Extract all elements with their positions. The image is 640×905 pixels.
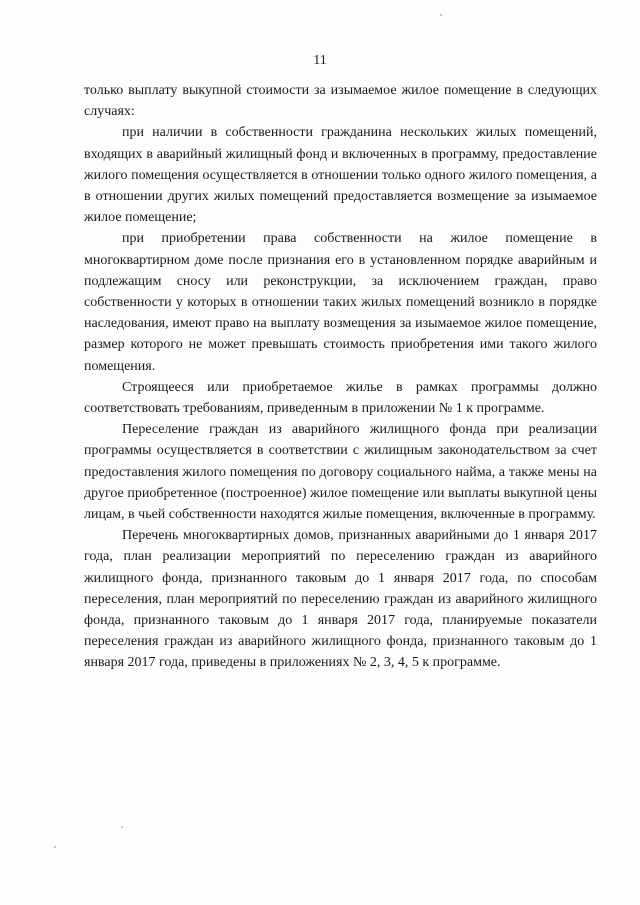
- paragraph-5: Переселение граждан из аварийного жилищного фонда при реализации программы осуществляется в соответствии с жилищным законодательством за счет предоставления жилого помещения по договору социального найма, а также мены на другое приобретенное (построенное) жилое помещение или выплаты выкупной цены лицам, в чьей собственности находятся жилые помещения, включенные в программу.: [84, 422, 597, 523]
- paragraph-3: при приобретении права собственности на жилое помещение в многоквартирном доме после признания его в установленном порядке аварийным и подлежащим сносу или реконструкции, за исключением граждан, право собственности у которых в отношении таких жилых помещений возникло в порядке наследования, имеют право на выплату возмещения за изымаемое жилое помещение, размер которого не может превышать стоимость приобретения ими такого жилого помещения.: [84, 231, 597, 374]
- scan-speck: [440, 14, 442, 16]
- scan-speck: [121, 826, 123, 828]
- paragraph-2: при наличии в собственности гражданина нескольких жилых помещений, входящих в аварийный жилищный фонд и включенных в программу, предоставление жилого помещения осуществляется в отношении только одного жилого помещения, а в отношении других жилых помещений предоставляется возмещение за изымаемое жилое помещение;: [84, 125, 597, 226]
- paragraph-1: только выплату выкупной стоимости за изымаемое жилое помещение в следующих случаях:: [84, 83, 597, 120]
- paragraph-6: Перечень многоквартирных домов, признанных аварийными до 1 января 2017 года, план реализации мероприятий по переселению граждан из аварийного жилищного фонда, признанного таковым до 1 января 2017 года, по способам переселения, план мероприятий по переселению граждан из аварийного жилищного фонда, признанного таковым до 1 января 2017 года, планируемые показатели переселения граждан из аварийного жилищного фонда, признанного таковым до 1 января 2017 года, приведены в приложениях № 2, 3, 4, 5 к программе.: [84, 528, 597, 671]
- scan-speck: [54, 846, 56, 848]
- page-number: 11: [313, 53, 327, 68]
- paragraph-4: Строящееся или приобретаемое жилье в рамках программы должно соответствовать требованиям, приведенным в приложении № 1 к программе.: [84, 379, 597, 417]
- document-body: [84, 80, 597, 674]
